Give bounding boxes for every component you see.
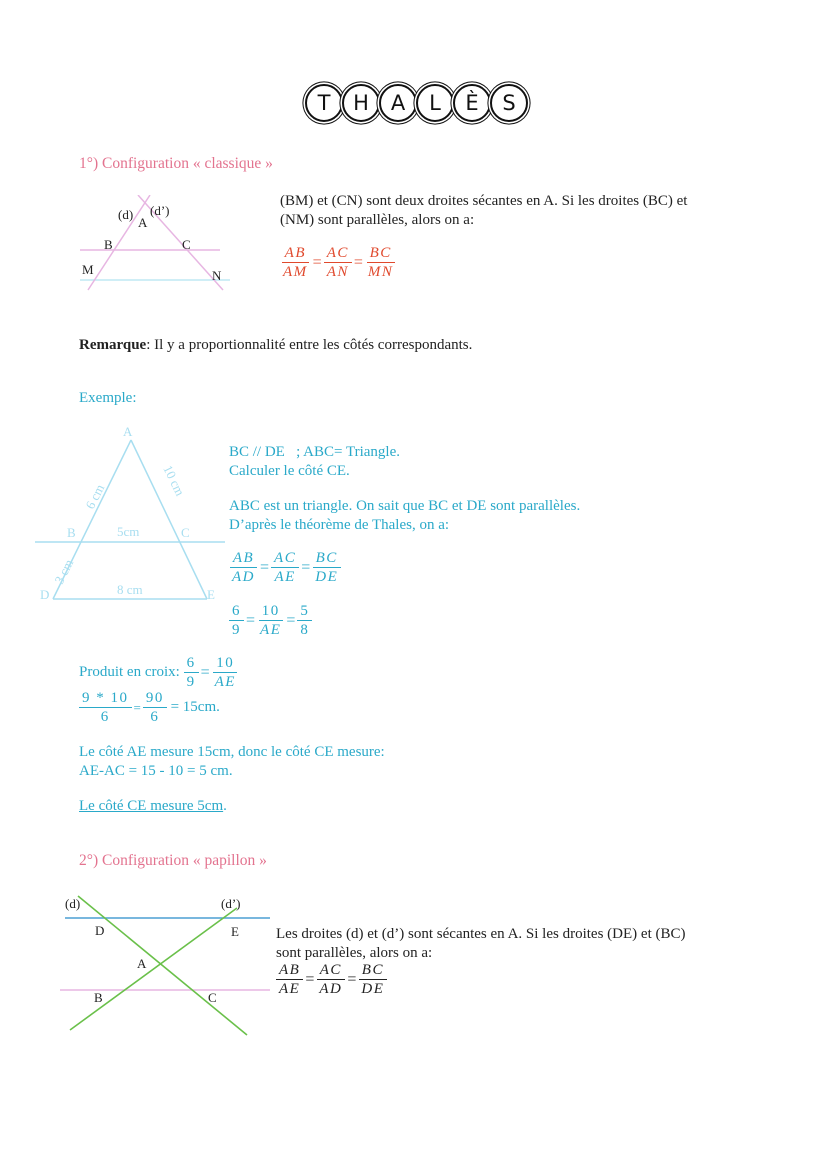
butterfly-figure [55, 890, 275, 1040]
text-line: BC // DE ; ABC= Triangle. [229, 444, 400, 460]
section1-statement [280, 192, 760, 230]
remark-text: : Il y a proportionnalité entre les côtés correspondants. [146, 337, 473, 353]
label-d: (d) [65, 896, 81, 911]
label-d: D [40, 587, 50, 602]
label-dp: (d’) [221, 896, 241, 911]
label-c: C [181, 525, 190, 540]
fraction: $\frac{BC}{DE}$ [358, 961, 387, 998]
fraction: $\frac{10}{AE}$ [214, 655, 236, 690]
fraction: $\frac{9 * 10}{6}$ [79, 689, 132, 726]
label-n: N [212, 268, 222, 283]
section1-heading: 1°) Configuration « classique » [79, 155, 273, 172]
fraction: $\frac{5}{8}$ [297, 602, 312, 639]
title-letter: S [490, 84, 528, 122]
fraction: $\frac{AC}{AN}$ [324, 244, 352, 281]
example-values-formula: $\frac{6}{9}$ = $\frac{10}{AE}$ = $\frac{5}{8}$ [229, 602, 312, 639]
title-letter: H [342, 84, 380, 122]
remark-label: Remarque [79, 337, 147, 353]
label-c: C [182, 237, 191, 252]
calculation: $\frac{9 * 10}{6}$ = $\frac{90}{6}$ = 15cm. [79, 689, 220, 726]
label-a: A [138, 215, 148, 230]
final-answer-text: Le côté CE mesure 5cm [79, 798, 224, 814]
calc-result: = 15cm. [170, 699, 220, 715]
fraction: $\frac{10}{AE}$ [260, 603, 282, 638]
example-label: Exemple: [79, 390, 137, 406]
label-a: A [137, 956, 147, 971]
remark [79, 336, 472, 355]
section2-statement [276, 925, 776, 963]
classic-figure [70, 195, 240, 295]
label-e: E [231, 924, 239, 939]
fraction: $\frac{AB}{AD}$ [229, 549, 258, 586]
label-bc: 5cm [117, 524, 140, 539]
text-line: D’après le théorème de Thales, on a: [229, 517, 450, 533]
text-line: ABC est un triangle. On sait que BC et DE sont parallèles. [229, 498, 581, 514]
label-b: B [67, 525, 76, 540]
section2-heading: 2°) Configuration « papillon » [79, 852, 267, 869]
fraction: $\frac{AC}{AD}$ [316, 961, 345, 998]
page-title [305, 84, 527, 128]
label-de: 8 cm [117, 582, 143, 597]
label-d-point: D [95, 923, 105, 938]
title-letter: L [416, 84, 454, 122]
label-ac: 10 cm [160, 462, 188, 499]
fraction: $\frac{6}{9}$ [229, 602, 244, 639]
label-d: (d) [118, 207, 134, 222]
label-m: M [82, 262, 94, 277]
title-letter: È [453, 84, 491, 122]
text-line: Le côté AE mesure 15cm, donc le côté CE mesure: [79, 744, 385, 760]
thales-formula: $\frac{AB}{AM}$ = $\frac{AC}{AN}$ = $\frac{BC}{MN}$ [280, 244, 396, 281]
fraction: $\frac{90}{6}$ [143, 689, 167, 726]
label-a: A [123, 424, 133, 439]
statement-line: (NM) sont parallèles, alors on a: [280, 212, 475, 228]
example-figure [35, 422, 230, 607]
example-statement [229, 443, 709, 535]
fraction: $\frac{AB}{AE}$ [276, 961, 303, 998]
fraction: $\frac{BC}{DE}$ [312, 549, 341, 586]
title-letter: A [379, 84, 417, 122]
label-dp: (d’) [150, 203, 170, 218]
example-formula: $\frac{AB}{AD}$ = $\frac{AC}{AE}$ = $\frac{BC}{DE}$ [229, 549, 341, 586]
title-letter: T [305, 84, 343, 122]
conclusion [79, 743, 385, 781]
label-e: E [207, 587, 215, 602]
label-ab: 6 cm [82, 481, 108, 512]
fraction: $\frac{6}{9}$ [184, 654, 199, 691]
butterfly-formula: $\frac{AB}{AE}$ = $\frac{AC}{AD}$ = $\frac{BC}{DE}$ [276, 961, 387, 998]
text-line: AE-AC = 15 - 10 = 5 cm. [79, 763, 233, 779]
label-bd: 3 cm [51, 556, 77, 587]
label-b: B [104, 237, 113, 252]
final-dot: . [223, 798, 227, 814]
statement-line: Les droites (d) et (d’) sont sécantes en A. Si les droites (DE) et (BC) [276, 926, 686, 942]
label-c: C [208, 990, 217, 1005]
text-line: Calculer le côté CE. [229, 463, 350, 479]
statement-line: sont parallèles, alors on a: [276, 945, 433, 961]
cross-label: Produit en croix: [79, 664, 180, 680]
fraction: $\frac{BC}{MN}$ [367, 245, 394, 280]
label-b: B [94, 990, 103, 1005]
final-answer [79, 797, 227, 816]
fraction: $\frac{AB}{AM}$ [283, 245, 308, 280]
statement-line: (BM) et (CN) sont deux droites sécantes en A. Si les droites (BC) et [280, 193, 688, 209]
cross-product: Produit en croix: $\frac{6}{9}$ = $\frac{10}{AE}$ [79, 654, 239, 691]
fraction: $\frac{AC}{AE}$ [271, 549, 299, 586]
